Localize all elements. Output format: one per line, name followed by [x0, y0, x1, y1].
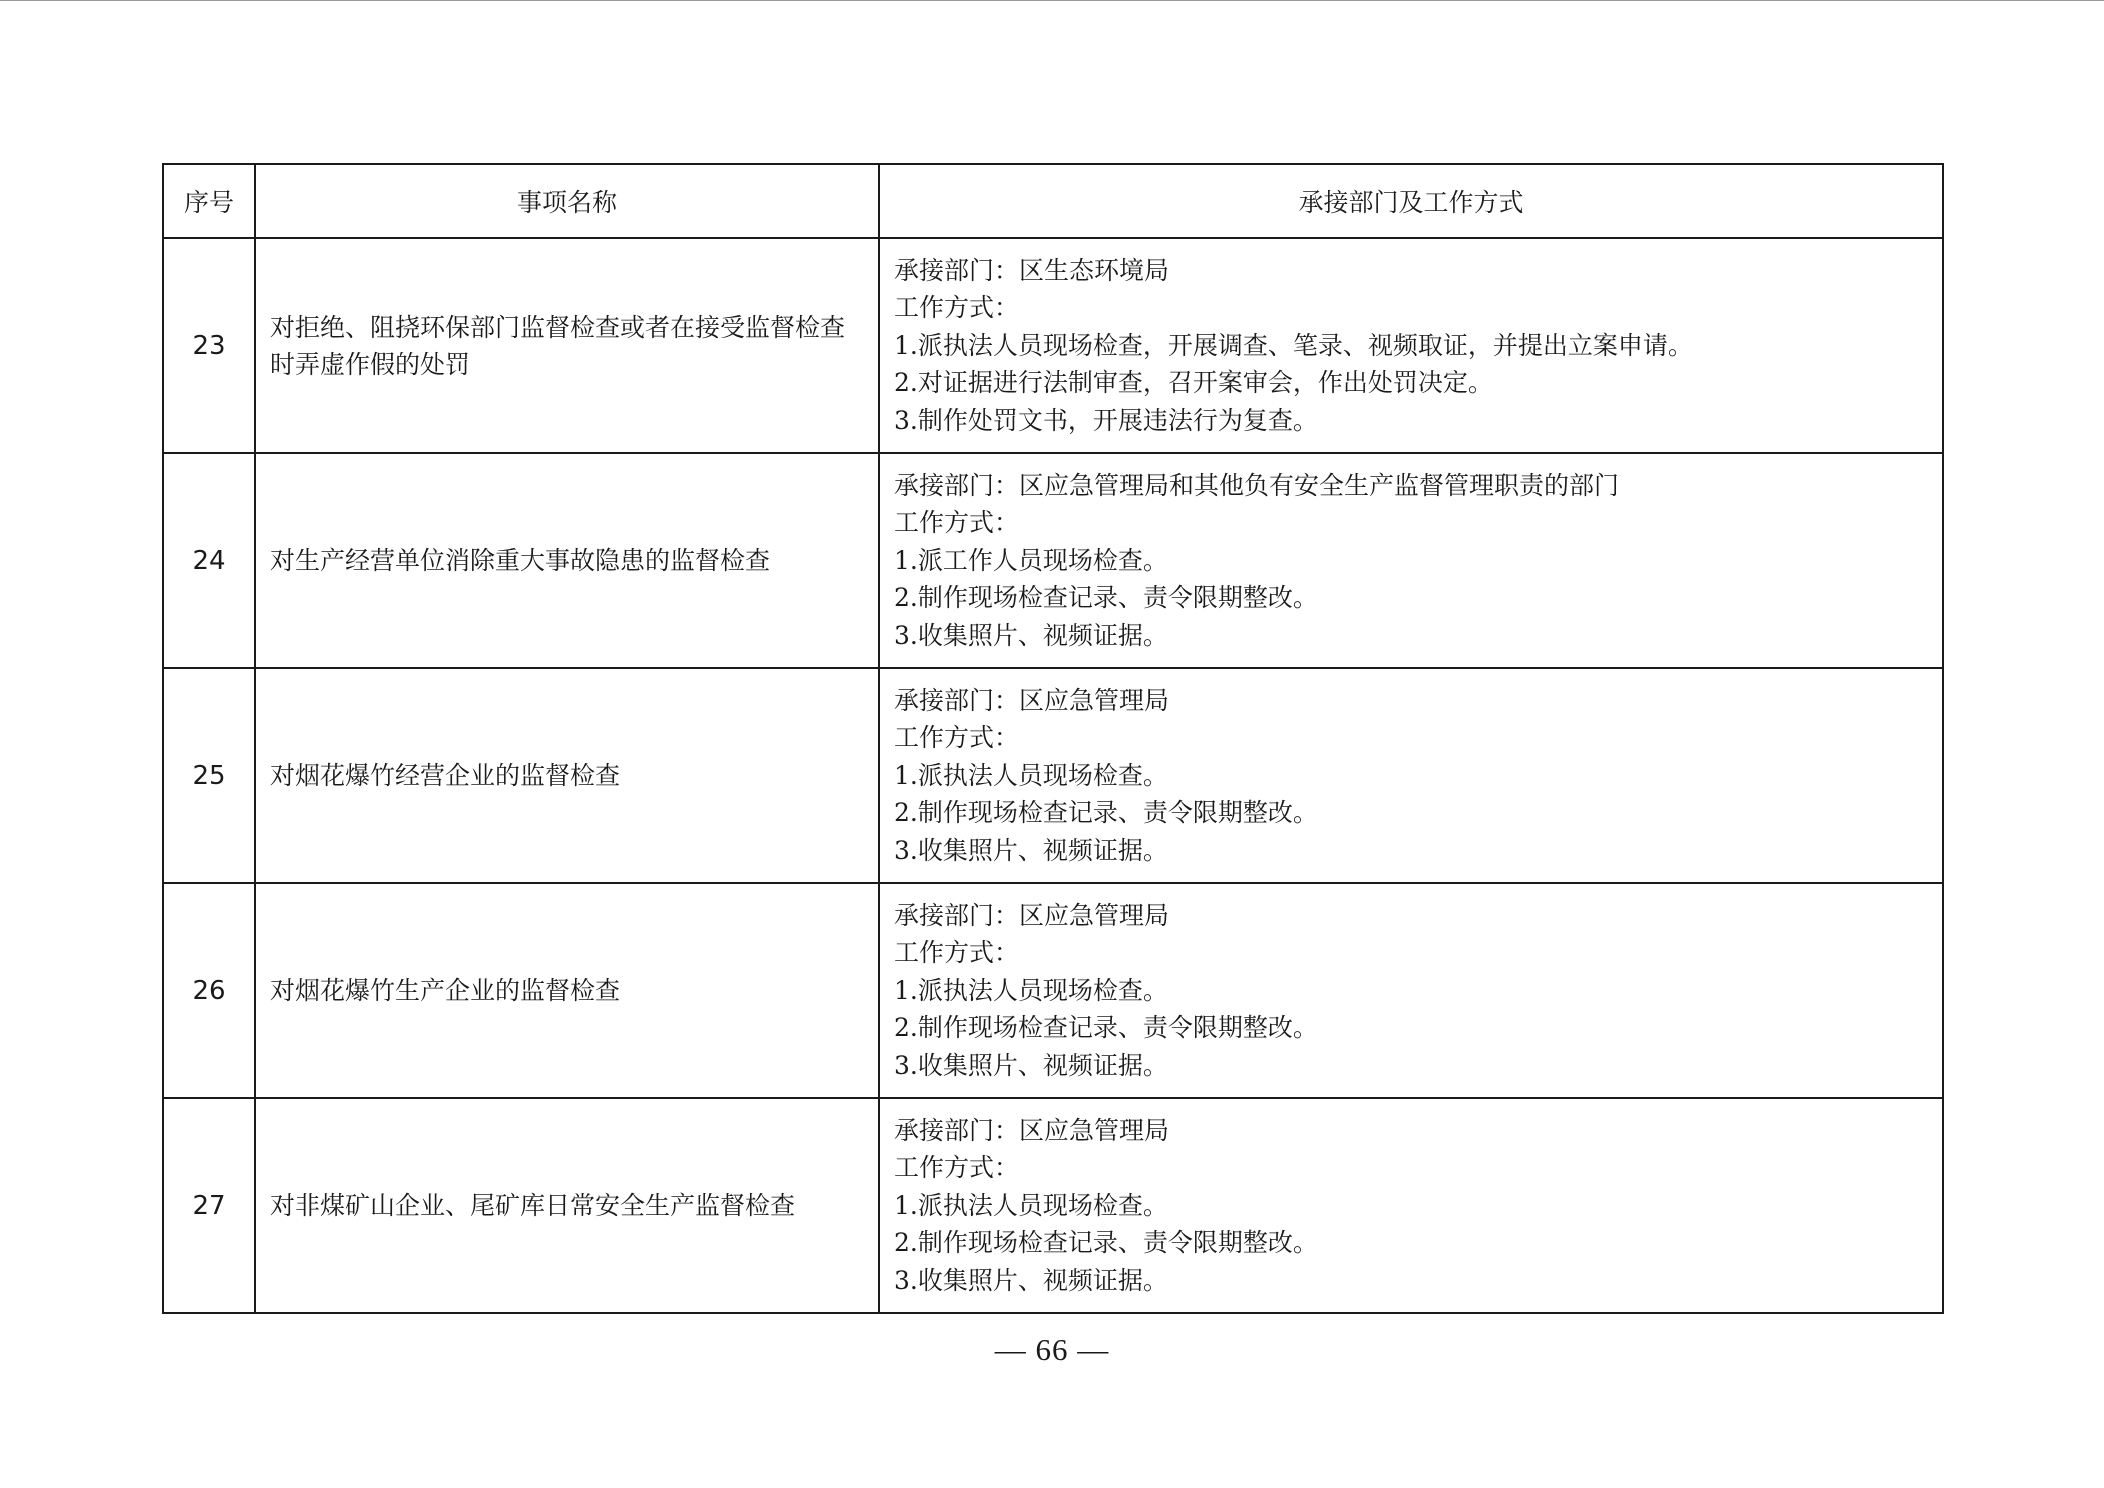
row-matter-name: 对非煤矿山企业、尾矿库日常安全生产监督检查: [255, 1098, 879, 1313]
row-department-cell: [879, 1098, 1943, 1313]
method-step: 3.收集照片、视频证据。: [894, 1050, 1168, 1080]
header-serial-number: 序号: [163, 164, 255, 238]
department-line: 承接部门：区应急管理局: [894, 900, 1170, 930]
row-serial-number: 23: [163, 238, 255, 453]
row-serial-number: 26: [163, 883, 255, 1098]
header-department-and-method: 承接部门及工作方式: [879, 164, 1943, 238]
row-matter-name: 对拒绝、阻挠环保部门监督检查或者在接受监督检查时弄虚作假的处罚: [255, 238, 879, 453]
row-serial-number: 27: [163, 1098, 255, 1313]
matters-table: [162, 163, 1944, 1314]
row-matter-name: 对烟花爆竹经营企业的监督检查: [255, 668, 879, 883]
department-line: 承接部门：区应急管理局: [894, 1115, 1170, 1145]
row-department-cell: [879, 883, 1943, 1098]
row-serial-number: 25: [163, 668, 255, 883]
method-step: 1.派工作人员现场检查。: [894, 545, 1168, 575]
row-serial-number: 24: [163, 453, 255, 668]
method-step: 2.制作现场检查记录、责令限期整改。: [894, 1228, 1318, 1258]
department-line: 承接部门：区生态环境局: [894, 255, 1170, 285]
page-top-rule: [0, 0, 2104, 1]
method-step: 1.派执法人员现场检查。: [894, 760, 1168, 790]
method-step: 3.制作处罚文书，开展违法行为复查。: [894, 405, 1318, 435]
method-step: 1.派执法人员现场检查。: [894, 975, 1168, 1005]
header-matter-name: 事项名称: [255, 164, 879, 238]
table-row: [163, 668, 1943, 883]
method-step: 2.制作现场检查记录、责令限期整改。: [894, 1013, 1318, 1043]
table-header-row: [163, 164, 1943, 238]
method-step: 3.收集照片、视频证据。: [894, 620, 1168, 650]
page-number: — 66 —: [994, 1332, 1110, 1367]
table-row: [163, 238, 1943, 453]
row-matter-name: 对生产经营单位消除重大事故隐患的监督检查: [255, 453, 879, 668]
method-step: 3.收集照片、视频证据。: [894, 835, 1168, 865]
method-title: 工作方式：: [894, 938, 1020, 968]
method-step: 2.对证据进行法制审查，召开案审会，作出处罚决定。: [894, 368, 1493, 398]
method-title: 工作方式：: [894, 723, 1020, 753]
row-department-cell: [879, 453, 1943, 668]
method-step: 2.制作现场检查记录、责令限期整改。: [894, 583, 1318, 613]
method-step: 1.派执法人员现场检查，开展调查、笔录、视频取证，并提出立案申请。: [894, 330, 1693, 360]
table-row: [163, 1098, 1943, 1313]
department-line: 承接部门：区应急管理局和其他负有安全生产监督管理职责的部门: [894, 470, 1620, 500]
method-title: 工作方式：: [894, 1153, 1020, 1183]
method-step: 2.制作现场检查记录、责令限期整改。: [894, 798, 1318, 828]
table-row: [163, 453, 1943, 668]
row-department-cell: [879, 668, 1943, 883]
method-step: 1.派执法人员现场检查。: [894, 1190, 1168, 1220]
department-line: 承接部门：区应急管理局: [894, 685, 1170, 715]
table-row: [163, 883, 1943, 1098]
method-title: 工作方式：: [894, 293, 1020, 323]
method-title: 工作方式：: [894, 508, 1020, 538]
row-matter-name: 对烟花爆竹生产企业的监督检查: [255, 883, 879, 1098]
row-department-cell: [879, 238, 1943, 453]
method-step: 3.收集照片、视频证据。: [894, 1265, 1168, 1295]
